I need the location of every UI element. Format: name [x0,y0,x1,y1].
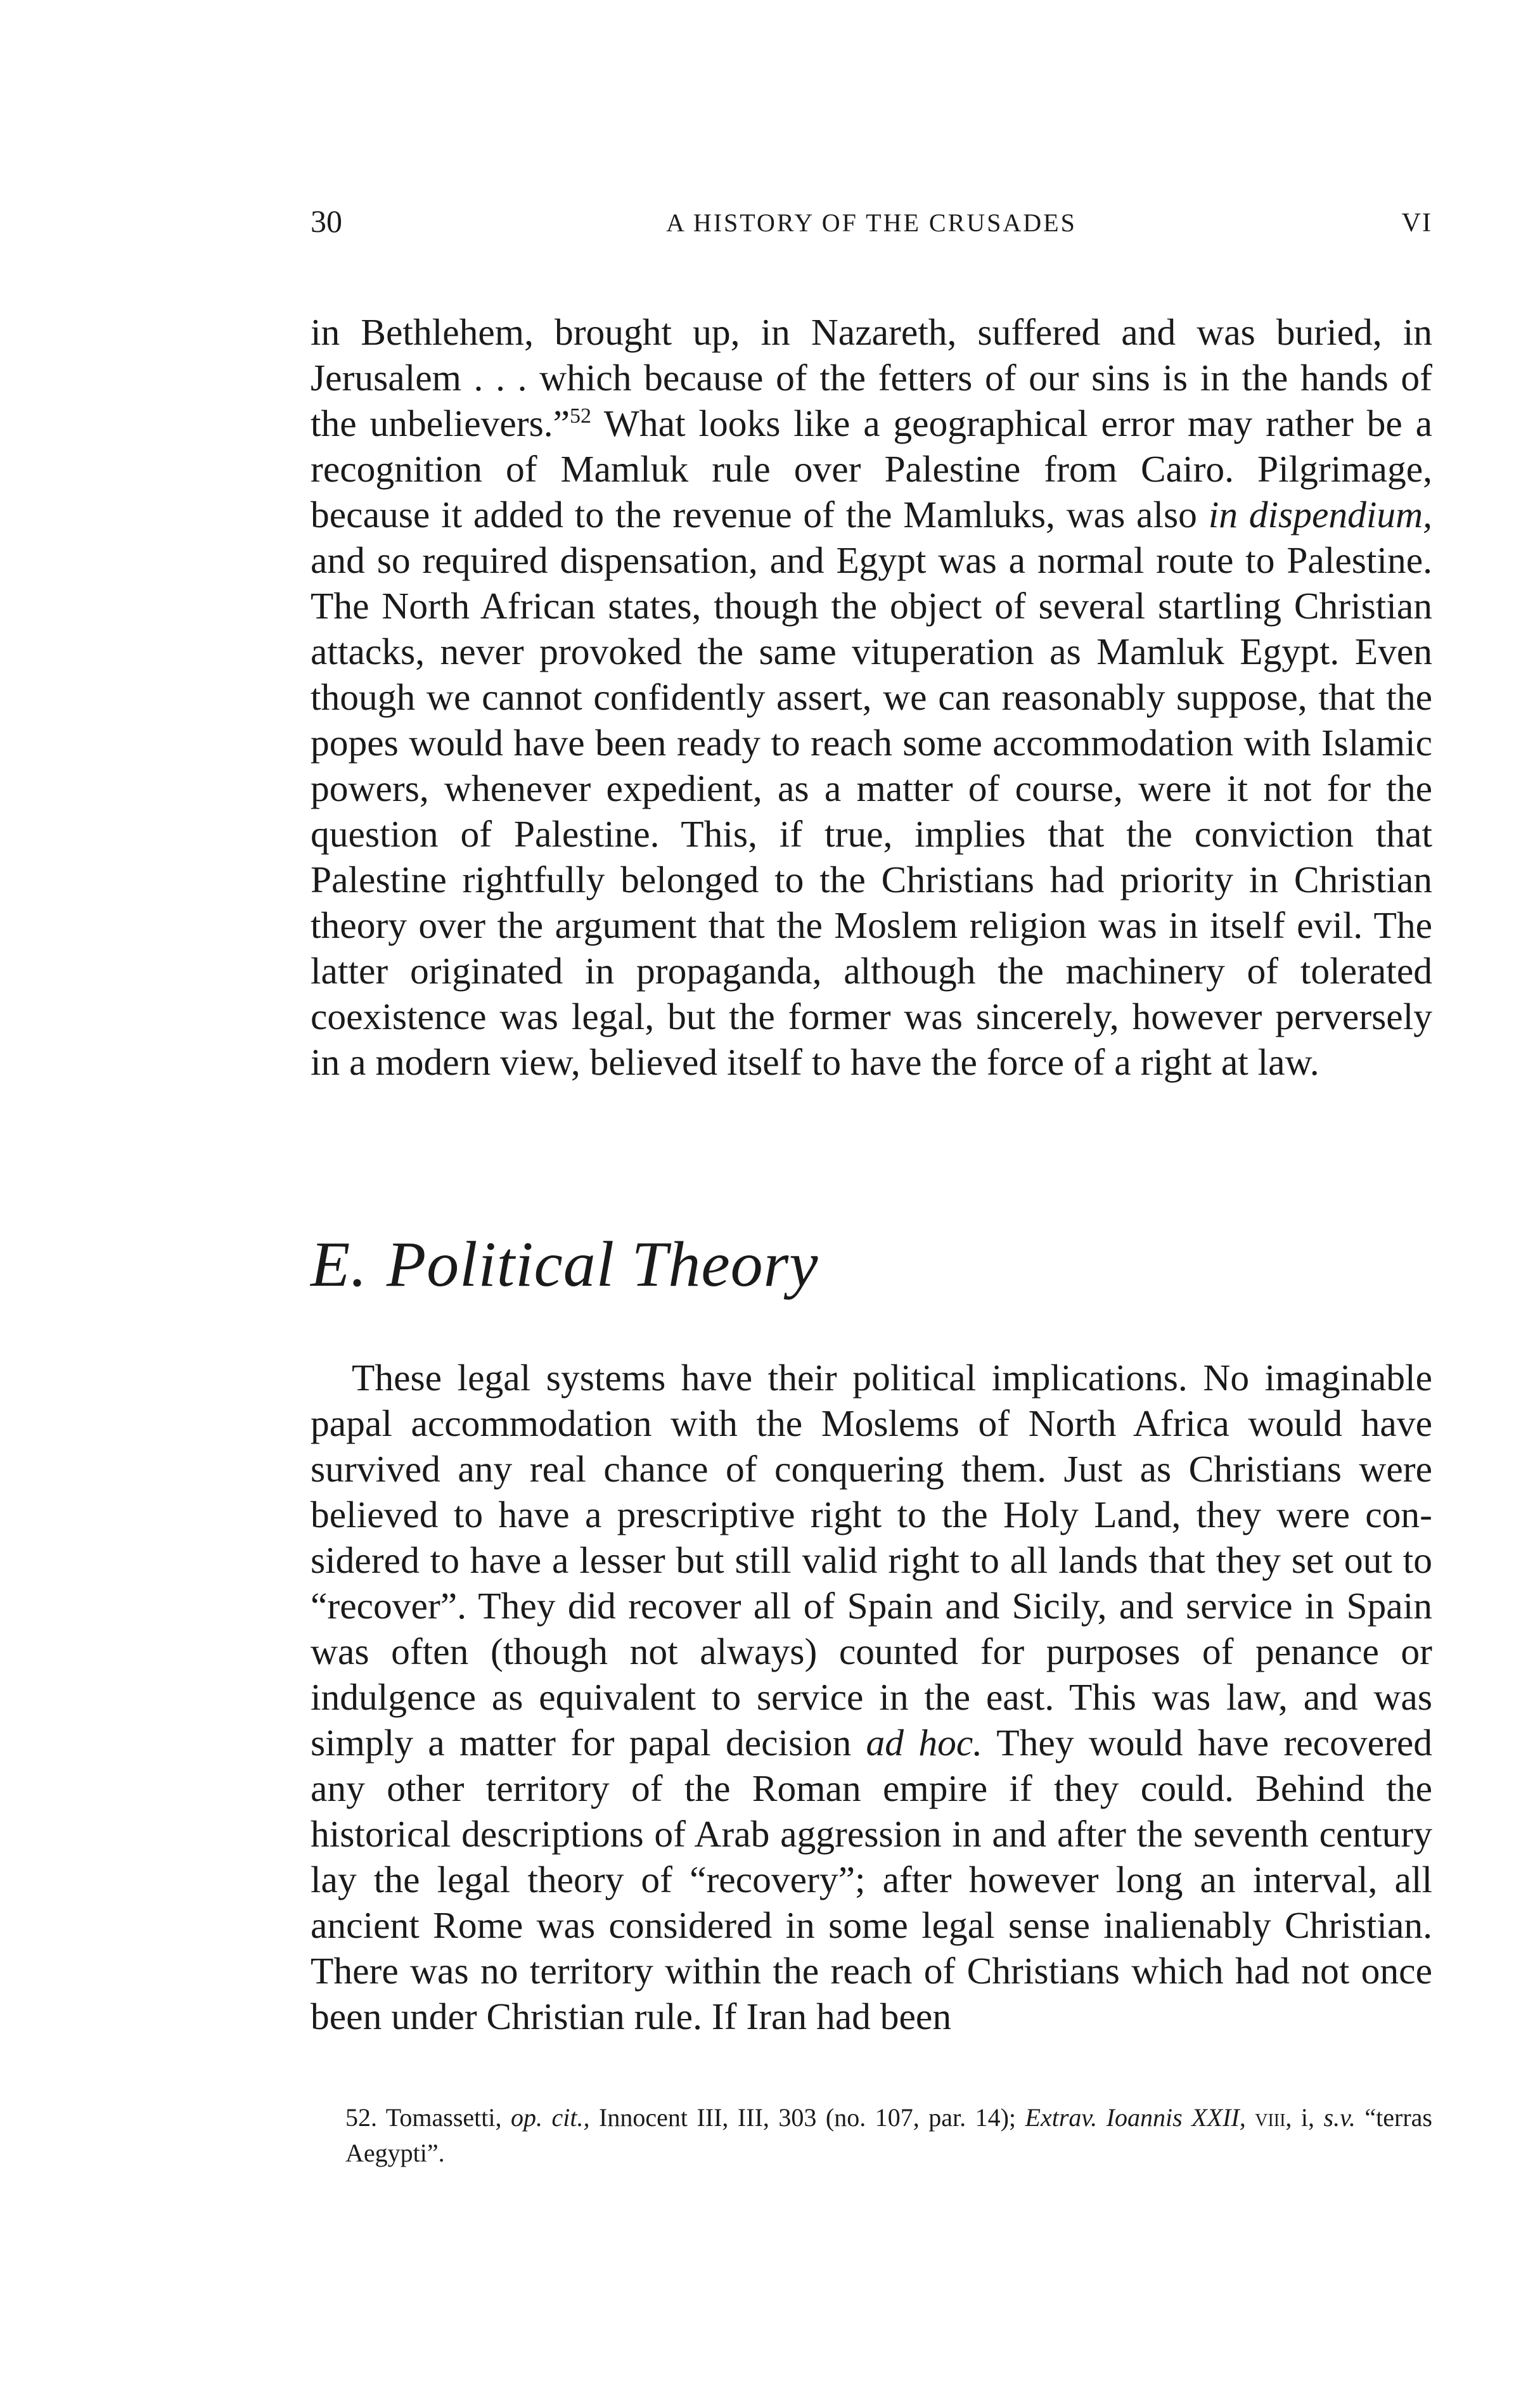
running-head [311,203,1432,253]
section-letter: E. [311,1229,368,1300]
section-heading [311,1227,1432,1303]
body-paragraph-1 [311,309,1432,1085]
footnote-italic: s.v. [1323,2103,1356,2132]
footnote-text: “terras Aegypti”. [345,2103,1432,2167]
section-title: Political Theory [386,1229,819,1300]
para1-italic-phrase: in dispendium, [1208,494,1432,535]
running-title: A HISTORY OF THE CRUSADES [666,208,1077,237]
footnote-text [1246,2103,1255,2132]
chapter-number: VI [1401,208,1432,238]
footnotes [311,2100,1432,2171]
footnote-smallcaps: viii [1255,2103,1286,2132]
footnote-reference-52: 52 [570,404,592,428]
para2-text-b: They would have recovered any other territory of the Roman empire if they could. Behind the historical descriptions of Arab aggression in and after the seventh century lay the legal theory of “recovery”; after however long an interval, all ancient Rome was considered in some legal sense inalienably Christian. There was no territory within the reach of Christians which had not once been under Christian rule. If Iran had been [311,1722,1432,2037]
para1-text-b: What looks like a geographical error may rather be a recognition of Mamluk rule over Palestine from Cairo. Pilgrimage, because it added to the revenue of the Mamluks, was also [311,402,1433,535]
footnote-text: Tomassetti, [377,2103,511,2132]
footnote-text: , i, [1285,2103,1324,2132]
para1-text-a: in Bethlehem, brought up, in Nazareth, suffered and was buried, in Jerusalem . . . which because of the fetters of our sins is in the hands of the unbelievers.” [311,311,1432,444]
para2-text-a: These legal systems have their political implications. No imaginable papal accommodation with the Moslems of North Africa would have survived any real chance of conquering them. Just as Christians were believed to have a prescriptive right to the Holy Land, they were considered to have a lesser but still valid right to all lands that they set out to “recover”. They did recover all of Spain and Sicily, and service in Spain was often (though not always) counted for purposes of penance or indulgence as equivalent to service in the east. This was law, and was simply a matter for papal decision [311,1357,1432,1764]
page-number: 30 [311,203,342,239]
para1-text-c: and so required dispensation, and Egypt was a normal route to Palestine. The North African states, though the object of several startling Christian attacks, never provoked the same vituperation as Mamluk Egypt. Even though we cannot confidently assert, we can reasonably suppose, that the popes would have been ready to reach some accommodation with Islamic powers, whenever expedient, as a matter of course, were it not for the question of Palestine. This, if true, implies that the conviction that Palestine rightfully belonged to the Christians had priority in Christian theory over the argument that the Moslem religion was in itself evil. The latter originated in propaganda, although the machinery of tolerated coexistence was legal, but the former was sincerely, however perversely in a modern view, believed itself to have the force of a right at law. [311,539,1432,1083]
footnote-italic: op. cit., [511,2103,590,2132]
para2-italic-phrase: ad hoc. [866,1722,983,1764]
footnote-italic: Extrav. Ioannis XXII, [1025,2103,1246,2132]
body-paragraph-2 [311,1355,1432,2039]
footnote-52 [345,2100,1432,2171]
book-page [311,203,1432,2171]
footnote-text: Innocent III, III, 303 (no. 107, par. 14); [589,2103,1025,2132]
footnote-number: 52. [345,2103,377,2132]
